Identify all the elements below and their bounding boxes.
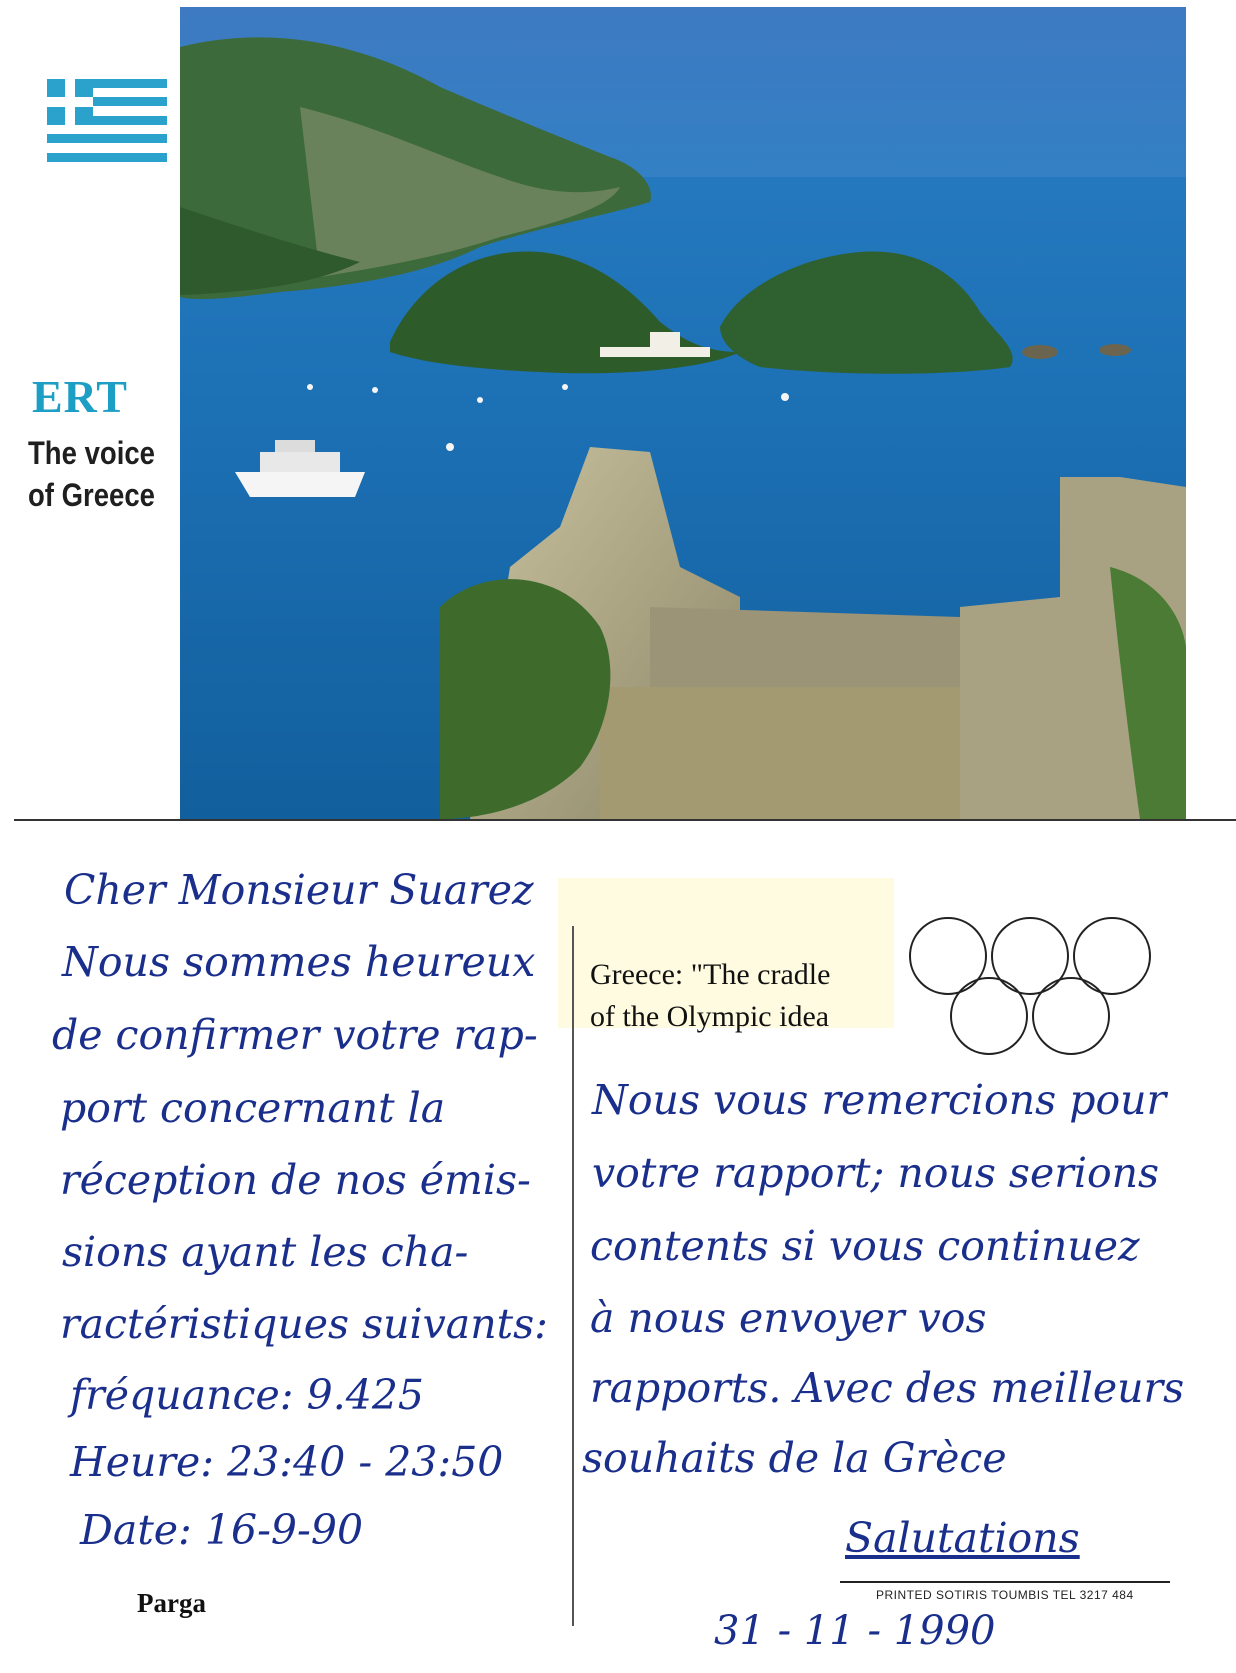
- handwritten-line: rapports. Avec des meilleurs: [590, 1364, 1185, 1412]
- handwritten-line: contents si vous continuez: [590, 1222, 1140, 1270]
- written-date: 31 - 11 - 1990: [714, 1608, 996, 1654]
- center-divider: [572, 926, 574, 1626]
- handwritten-line: souhaits de la Grèce: [582, 1434, 1007, 1482]
- handwritten-line: à nous envoyer vos: [590, 1294, 987, 1342]
- postcard-back: [0, 826, 1236, 1673]
- handwritten-line: de confirmer votre rap-: [52, 1011, 538, 1059]
- handwritten-line: Heure: 23:40 - 23:50: [70, 1438, 504, 1486]
- greek-flag-icon: [47, 79, 167, 162]
- handwritten-line: fréquance: 9.425: [70, 1371, 424, 1419]
- olympic-rings-icon: [908, 916, 1158, 1066]
- handwritten-line: Cher Monsieur Suarez: [64, 866, 534, 914]
- tagline-line-1: The voice: [28, 435, 155, 471]
- brand-logo-text: ERT: [32, 371, 128, 422]
- caption-line-2: of the Olympic idea: [590, 1000, 830, 1033]
- handwritten-line: sions ayant les cha-: [62, 1228, 469, 1276]
- handwritten-line: ractéristiques suivants:: [60, 1300, 548, 1348]
- handwritten-line: votre rapport; nous serions: [592, 1149, 1160, 1197]
- card-divider: [14, 819, 1236, 821]
- handwritten-line: Nous vous remercions pour: [592, 1076, 1167, 1124]
- handwritten-line: port concernant la: [60, 1084, 446, 1132]
- tagline: [28, 432, 155, 516]
- signature: Salutations: [845, 1514, 1080, 1562]
- handwritten-line: Date: 16-9-90: [80, 1506, 364, 1554]
- signature-rule: [840, 1581, 1170, 1583]
- caption-line-1: Greece: "The cradle: [590, 958, 831, 991]
- place-label: Parga: [137, 1588, 206, 1618]
- olympic-caption: [590, 954, 830, 1038]
- printer-credit: PRINTED SOTIRIS TOUMBIS TEL 3217 484: [876, 1588, 1134, 1602]
- tagline-line-2: of Greece: [28, 477, 155, 513]
- handwritten-line: réception de nos émis-: [60, 1156, 531, 1204]
- handwritten-line: Nous sommes heureux: [62, 938, 536, 986]
- postcard-front: [0, 0, 1236, 826]
- parga-coast-photo: [180, 7, 1186, 819]
